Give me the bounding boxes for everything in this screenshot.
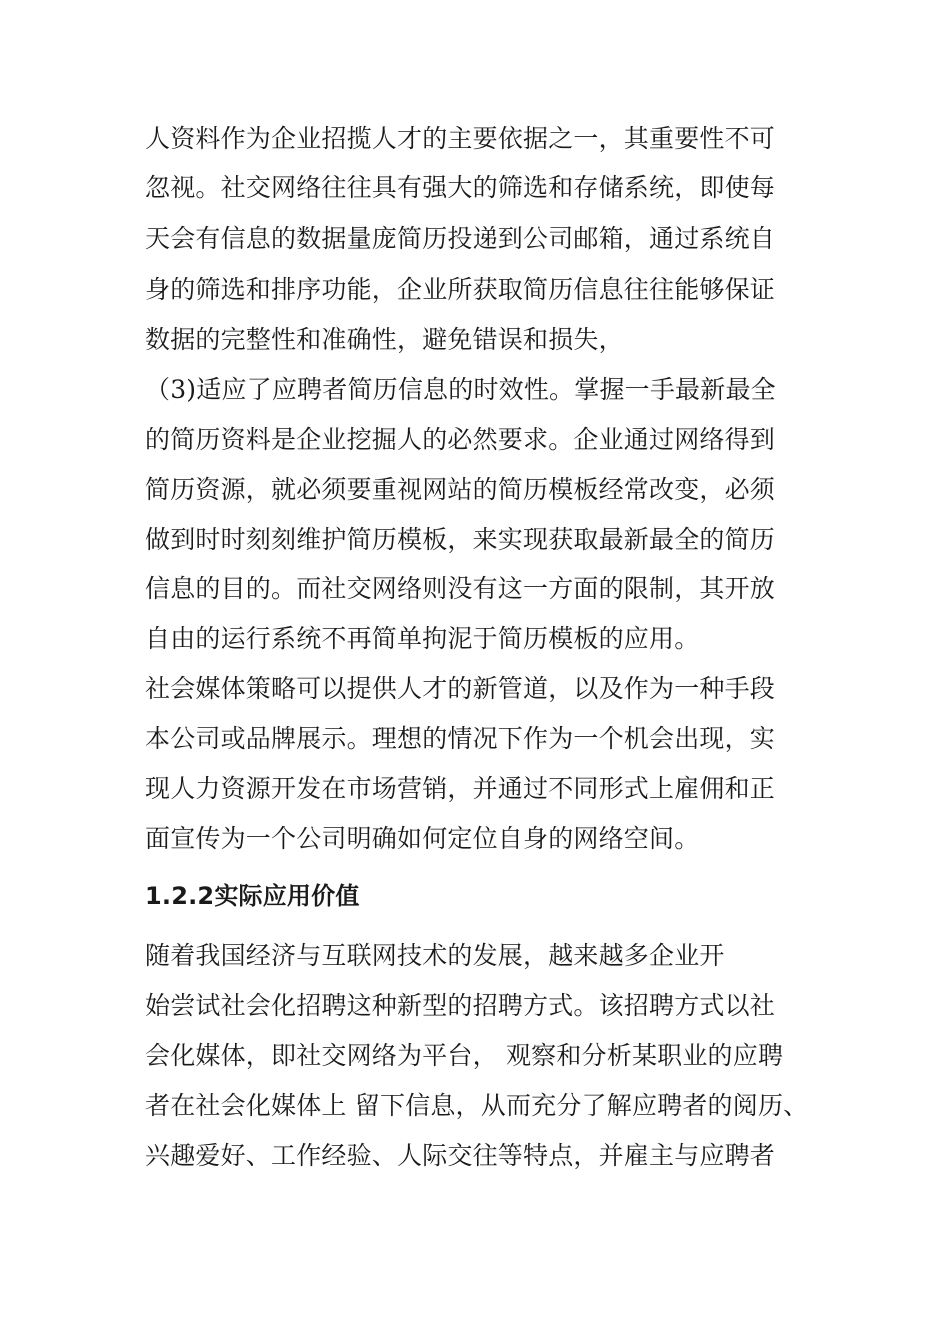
body-line: 者在社会化媒体上 留下信息，从而充分了解应聘者的阅历、 [145,1091,809,1120]
body-line: 始尝试社会化招聘这种新型的招聘方式。该招聘方式以社 [145,991,776,1020]
body-line: 的简历资料是企业挖掘人的必然要求。企业通过网络得到 [145,425,776,454]
body-line: 身的筛选和排序功能，企业所获取简历信息往往能够保证 [145,275,776,304]
body-line: 天会有信息的数据量庞简历投递到公司邮箱，通过系统自 [145,224,776,253]
body-line: 随着我国经济与互联网技术的发展，越来越多企业开 [145,941,725,970]
section-heading: 1.2.2实际应用价值 [145,882,360,910]
body-line: 会化媒体，即社交网络为平台， 观察和分析某职业的应聘 [145,1041,784,1070]
body-line: 现人力资源开发在市场营销，并通过不同形式上雇佣和正 [145,774,776,803]
body-line: 数据的完整性和准确性，避免错误和损失， [145,325,624,354]
body-line: 简历资源，就必须要重视网站的简历模板经常改变，必须 [145,475,776,504]
body-line: 本公司或品牌展示。理想的情况下作为一个机会出现，实 [145,724,776,753]
body-line: 信息的目的。而社交网络则没有这一方面的限制，其开放 [145,574,776,603]
body-line: 面宣传为一个公司明确如何定位自身的网络空间。 [145,824,700,853]
body-line: 人资料作为企业招揽人才的主要依据之一，其重要性不可 [145,124,776,153]
body-line: 做到时时刻刻维护简历模板，来实现获取最新最全的简历 [145,525,776,554]
body-line: （3)适应了应聘者简历信息的时效性。掌握一手最新最全 [145,375,776,404]
body-line: 忽视。社交网络往往具有强大的筛选和存储系统，即使每 [145,173,776,202]
body-line: 兴趣爱好、工作经验、人际交往等特点，并雇主与应聘者 [145,1141,776,1170]
body-line: 社会媒体策略可以提供人才的新管道，以及作为一种手段 [145,674,776,703]
body-line: 自由的运行系统不再简单拘泥于简历模板的应用。 [145,624,700,653]
